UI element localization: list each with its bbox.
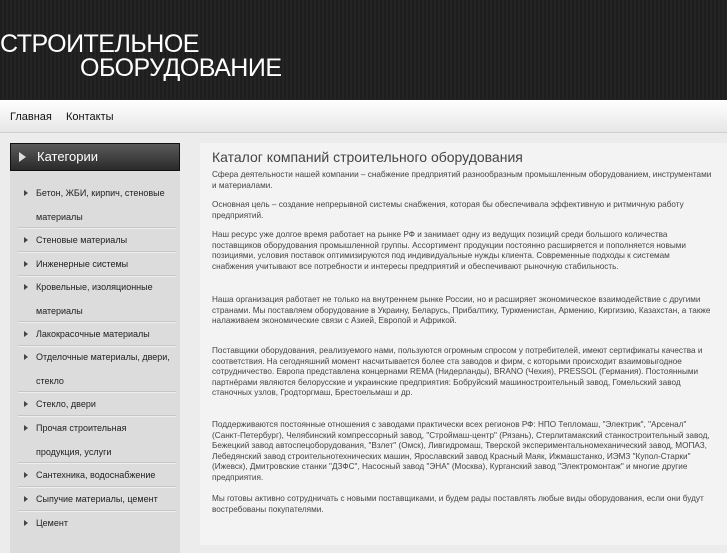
category-item-wall-materials[interactable] <box>24 228 174 252</box>
paragraph: Наш ресурс уже долгое время работает на рынке РФ и занимает одну из ведущих позиций среди большого количества поставщиков оборудования промышленной группы. Ассортимент продукции постоянно расширяется и пополняется новыми позициями, условия поставок оптимизируются под индивидуальные нужды клиента. Современные подходы к системам снабжения учитывают все потребности и интересы предприятий и обеспечивают рыночную стабильность. <box>212 230 686 271</box>
arrow-right-icon <box>24 472 28 478</box>
categories-heading <box>10 143 180 171</box>
category-item-glass-doors[interactable] <box>24 392 174 416</box>
paragraph: Наша организация работает не только на внутреннем рынке России, но и расширяет экономическое взаимодействие с другими странами. Мы поставляем оборудование в Украину, Беларусь, Прибалтику, Туркменистан, Армению, Киргизию, Казахстан, а также налаживаем экономические связи с Азией, Европой и Африкой. <box>212 295 711 325</box>
sidebar <box>10 143 180 553</box>
arrow-right-icon <box>24 331 28 337</box>
arrow-right-icon <box>24 284 28 290</box>
arrow-right-icon <box>24 237 28 243</box>
top-navigation <box>0 100 727 133</box>
category-label: Стеновые материалы <box>36 235 128 245</box>
arrow-right-icon <box>24 520 28 526</box>
arrow-right-icon <box>24 354 28 360</box>
category-label: Отделочные материалы, двери, стекло <box>36 352 170 386</box>
site-title-line1: СТРОИТЕЛЬНОЕ <box>0 30 199 58</box>
category-label: Кровельные, изоляционные материалы <box>36 282 153 316</box>
category-item-bulk[interactable] <box>24 487 174 511</box>
site-title-line2: ОБОРУДОВАНИЕ <box>80 54 282 82</box>
page-title: Каталог компаний строительного оборудования <box>212 149 523 165</box>
arrow-right-icon <box>19 152 26 162</box>
category-label: Прочая строительная продукция, услуги <box>36 423 127 457</box>
paragraph: Основная цель – создание непрерывной системы снабжения, которая бы обеспечивала эффективную и ритмичную работу предприятий. <box>212 200 684 220</box>
category-label: Лакокрасочные материалы <box>36 329 150 339</box>
paragraph: Поставщики оборудования, реализуемого нами, пользуются огромным спросом у потребителей, имеют сертификаты качества и соответствия. На сегодняшний момент насчитывается более ста заводов и фирм, с которыми происходит взаимовыгодное сотрудничество. Европа представлена концернами REMA (Нидерланды), BRANO (Чехия), PRESSOL (Германия). Постоянными партнёрами являются белорусские и украинские предприятия: Бобруйский машиностроительный завод, Гомельский завод станочных узлов, Гродторгмаш, Брестоельмаш и др. <box>212 346 703 397</box>
category-item-roofing[interactable] <box>24 275 174 323</box>
category-label: Сантехника, водоснабжение <box>36 470 156 480</box>
nav-link-home[interactable]: Главная <box>10 111 52 123</box>
category-label: Сыпучие материалы, цемент <box>36 494 158 504</box>
category-label: Стекло, двери <box>36 399 96 409</box>
arrow-right-icon <box>24 261 28 267</box>
arrow-right-icon <box>24 190 28 196</box>
category-item-paints[interactable] <box>24 322 174 346</box>
paragraph: Сфера деятельности нашей компании – снабжение предприятий разнообразным промышленным оборудованием, инструментами и материалами. <box>212 170 712 190</box>
main-content <box>200 143 727 545</box>
paragraph: Мы готовы активно сотрудничать с новыми поставщиками, и будем рады поставлять любые виды оборудования, если они будут востребованы покупателями. <box>212 494 704 514</box>
site-header <box>0 0 727 100</box>
arrow-right-icon <box>24 401 28 407</box>
category-item-concrete[interactable] <box>24 181 174 229</box>
arrow-right-icon <box>24 496 28 502</box>
categories-heading-label: Категории <box>37 149 98 164</box>
category-item-finishing[interactable] <box>24 345 174 393</box>
category-item-plumbing[interactable] <box>24 463 174 487</box>
category-item-other[interactable] <box>24 416 174 464</box>
arrow-right-icon <box>24 425 28 431</box>
category-label: Бетон, ЖБИ, кирпич, стеновые материалы <box>36 188 165 222</box>
category-label: Инженерные системы <box>36 259 129 269</box>
category-item-engineering[interactable] <box>24 252 174 276</box>
category-item-cement[interactable] <box>24 511 174 535</box>
nav-link-contacts[interactable]: Контакты <box>66 111 114 123</box>
paragraph: Поддерживаются постоянные отношения с заводами практически всех регионов РФ: НПО Тепломаш, "Электрик", "Арсенал" (Санкт-Петербург), Челябинский компрессорный завод, "Строймаш-центр" (Рязань), Стерлитамакский станкостроительный завод, Бежецкий завод автоспецоборудования, "Взлет" (Омск), Ливгидромаш, Тверской экспериментальномеханический завод, МОПАЗ, Лебедянский завод строительнотехнических машин, Ярославский завод Красный Маяк, Ижмашстанко, ИЭМЗ "Купол-Старки" (Ижевск), Дмитровские станки "ДЗФС", Насосный завод "ЭНА" (Москва), Курганский завод "Электромонтаж" и многие другие предприятия. <box>212 420 710 482</box>
category-label: Цемент <box>36 518 68 528</box>
